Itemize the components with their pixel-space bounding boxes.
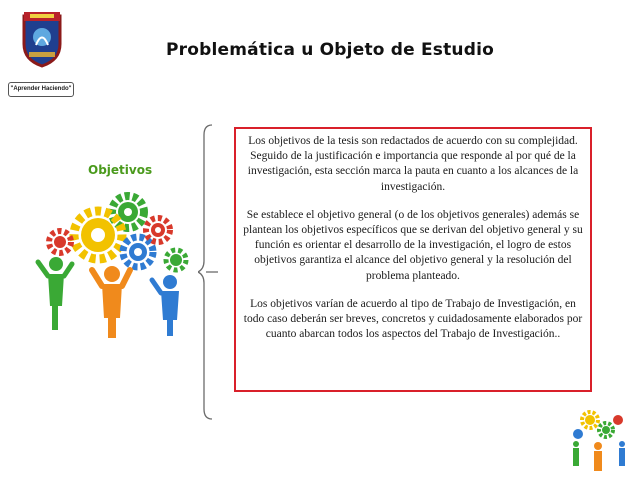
gear-blue-icon (123, 237, 153, 267)
small-gears-illustration-icon (566, 408, 634, 474)
objectives-paragraph-3: Los objetivos varían de acuerdo al tipo de Trabajo de Investigación, en todo caso deberán ser breves, concretos y cuidadosamente elaborados por cuanto abarcan todos los aspectos del Trabajo de Investigación.. (243, 297, 583, 341)
institution-crest-icon (21, 10, 63, 68)
gear-red-left-icon (49, 231, 71, 253)
objectives-paragraph-2: Se establece el objetivo general (o de los objetivos generales) además se plantean los objetivos específicos que se derivan del objetivo general y su función es orientar el desarrollo de la investigación, el logro de estos objetivos garantiza el alcance del objetivo general y la resolución del problema planteado. (243, 208, 583, 282)
teamwork-gears-illustration-icon (30, 190, 200, 340)
gear-yellow-icon (74, 211, 122, 259)
gear-red-icon (146, 218, 170, 242)
gear-green-small-icon (166, 250, 186, 270)
figure-green-icon (38, 257, 72, 330)
objectives-paragraph-1: Los objetivos de la tesis son redactados de acuerdo con su complejidad. Seguido de la justificación e importancia que responde al por qué de la investigación, esta sección marca la pauta en cuanto a los alcances de la investigación. (247, 135, 579, 193)
institution-logo (8, 8, 72, 100)
objectives-textbox (234, 127, 592, 392)
section-label: Objetivos (88, 163, 153, 177)
gear-green-icon (112, 196, 144, 228)
curly-bracket-icon (198, 123, 222, 421)
logo-motto: "Aprender Haciendo" (8, 82, 74, 97)
figure-orange-icon (92, 266, 130, 338)
figure-blue-icon (152, 275, 179, 336)
slide-title: Problemática u Objeto de Estudio (165, 40, 495, 60)
